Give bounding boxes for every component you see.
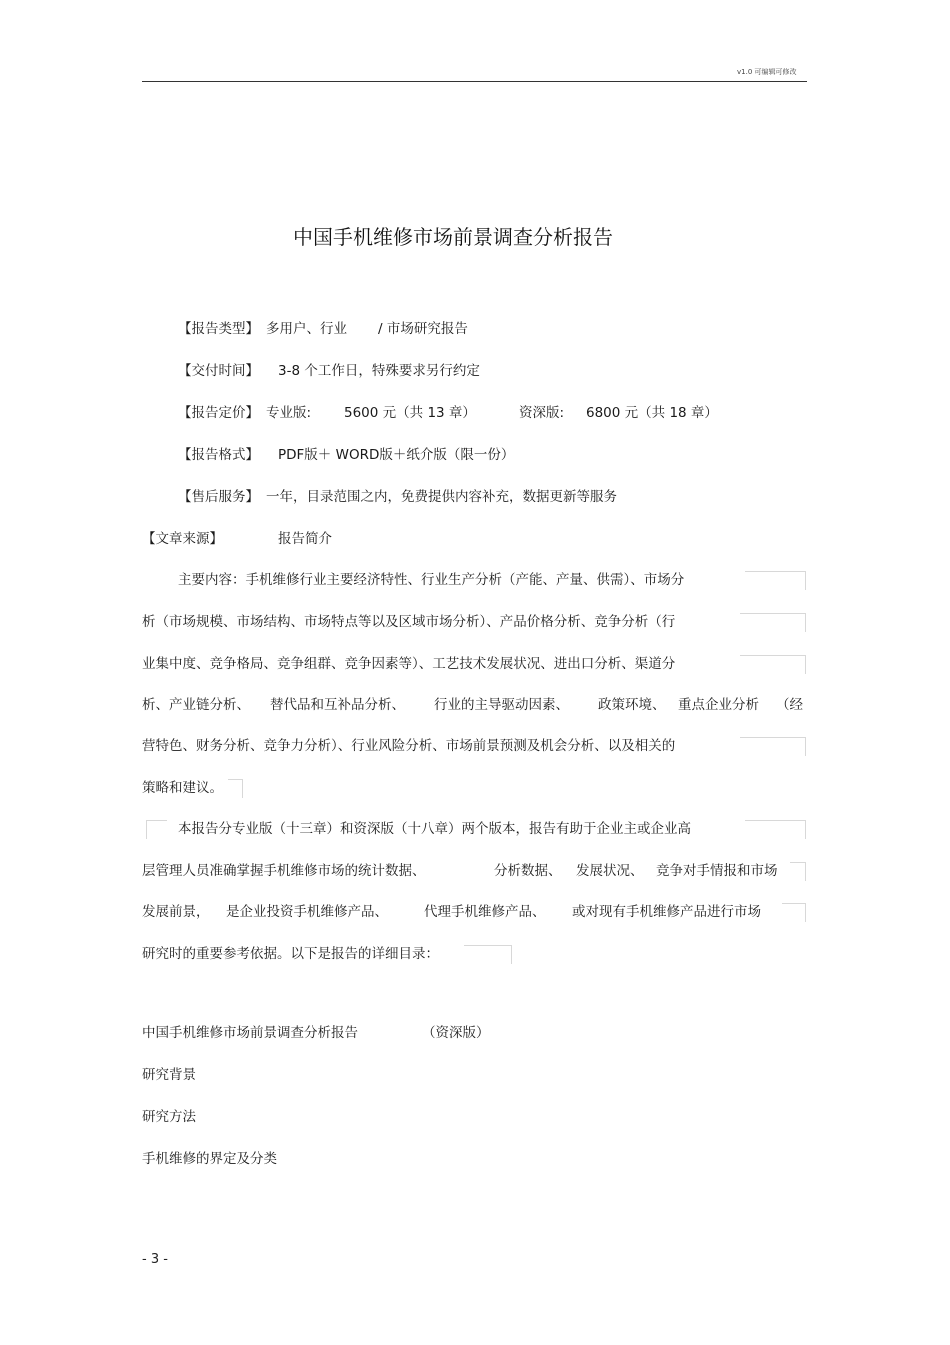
info-format-value: PDF版＋ WORD版＋纸介版（限一份） <box>278 447 515 463</box>
frame-line <box>782 903 806 922</box>
info-delivery-label: 【交付时间】 <box>178 363 259 379</box>
frame-line <box>740 655 806 674</box>
para2-line4: 研究时的重要参考依据。以下是报告的详细目录： <box>142 946 439 962</box>
para2-line2-d: 竞争对手情报和市场 <box>656 863 778 879</box>
info-type-b: / 市场研究报告 <box>378 321 468 337</box>
frame-line <box>790 862 806 881</box>
info-price-deep-value: 6800 元（共 18 章） <box>586 405 718 421</box>
para2-line3-b: 是企业投资手机维修产品、 <box>226 904 388 920</box>
toc-item: 研究背景 <box>142 1067 196 1083</box>
para1-line4-c: 行业的主导驱动因素、 <box>434 697 569 713</box>
para2-line2-a: 层管理人员准确掌握手机维修市场的统计数据、 <box>142 863 426 879</box>
para2-line3-c: 代理手机维修产品、 <box>424 904 546 920</box>
frame-line <box>745 820 806 839</box>
para2-line2-b: 分析数据、 <box>494 863 562 879</box>
document-title: 中国手机维修市场前景调查分析报告 <box>293 225 613 249</box>
para1-line4-a: 析、产业链分析、 <box>142 697 250 713</box>
frame-line <box>740 737 806 756</box>
toc-title-main: 中国手机维修市场前景调查分析报告 <box>142 1025 358 1041</box>
info-price-pro-label: 专业版: <box>266 405 312 421</box>
frame-line <box>745 571 806 590</box>
header-note: v1.0 可编辑可修改 <box>737 68 797 76</box>
frame-line <box>228 779 243 798</box>
para1-line3: 业集中度、竞争格局、竞争组群、竞争因素等）、工艺技术发展状况、进出口分析、渠道分 <box>142 656 676 672</box>
toc-item: 手机维修的界定及分类 <box>142 1151 277 1167</box>
para1-line6: 策略和建议。 <box>142 780 223 796</box>
para2-line3-a: 发展前景， <box>142 904 210 920</box>
para1-line4-b: 替代品和互补品分析、 <box>270 697 405 713</box>
info-format-label: 【报告格式】 <box>178 447 259 463</box>
info-delivery-value: 3-8 个工作日，特殊要求另行约定 <box>278 363 480 379</box>
info-service-value: 一年，目录范围之内，免费提供内容补充，数据更新等服务 <box>266 489 617 505</box>
para1-line2: 析（市场规模、市场结构、市场特点等以及区域市场分析）、产品价格分析、竞争分析（行 <box>142 614 676 630</box>
info-price-deep-label: 资深版: <box>519 405 565 421</box>
frame-line <box>464 945 512 964</box>
para1-line1: 主要内容：手机维修行业主要经济特性、行业生产分析（产能、产量、供需）、市场分 <box>178 572 685 588</box>
page-number: - 3 - <box>142 1252 168 1267</box>
para2-line1: 本报告分专业版（十三章）和资深版（十八章）两个版本，报告有助于企业主或企业高 <box>178 821 691 837</box>
para1-line4-f: （经 <box>776 697 803 713</box>
toc-item: 研究方法 <box>142 1109 196 1125</box>
para2-line2-c: 发展状况、 <box>576 863 644 879</box>
para1-line4-d: 政策环境、 <box>598 697 666 713</box>
info-source-label: 【文章来源】 <box>142 531 223 547</box>
para1-line5: 营特色、财务分析、竞争力分析）、行业风险分析、市场前景预测及机会分析、以及相关的 <box>142 738 676 754</box>
info-type-label: 【报告类型】 <box>178 321 259 337</box>
info-intro-label: 报告简介 <box>278 531 332 547</box>
info-price-label: 【报告定价】 <box>178 405 259 421</box>
para2-line3-d: 或对现有手机维修产品进行市场 <box>572 904 761 920</box>
para1-line4-e: 重点企业分析 <box>678 697 759 713</box>
info-price-pro-value: 5600 元（共 13 章） <box>344 405 476 421</box>
info-service-label: 【售后服务】 <box>178 489 259 505</box>
toc-title-edition: （资深版） <box>422 1025 490 1041</box>
frame-line <box>146 820 167 839</box>
frame-line <box>740 613 806 632</box>
info-type-a: 多用户、行业 <box>266 321 347 337</box>
header-rule <box>142 81 807 82</box>
